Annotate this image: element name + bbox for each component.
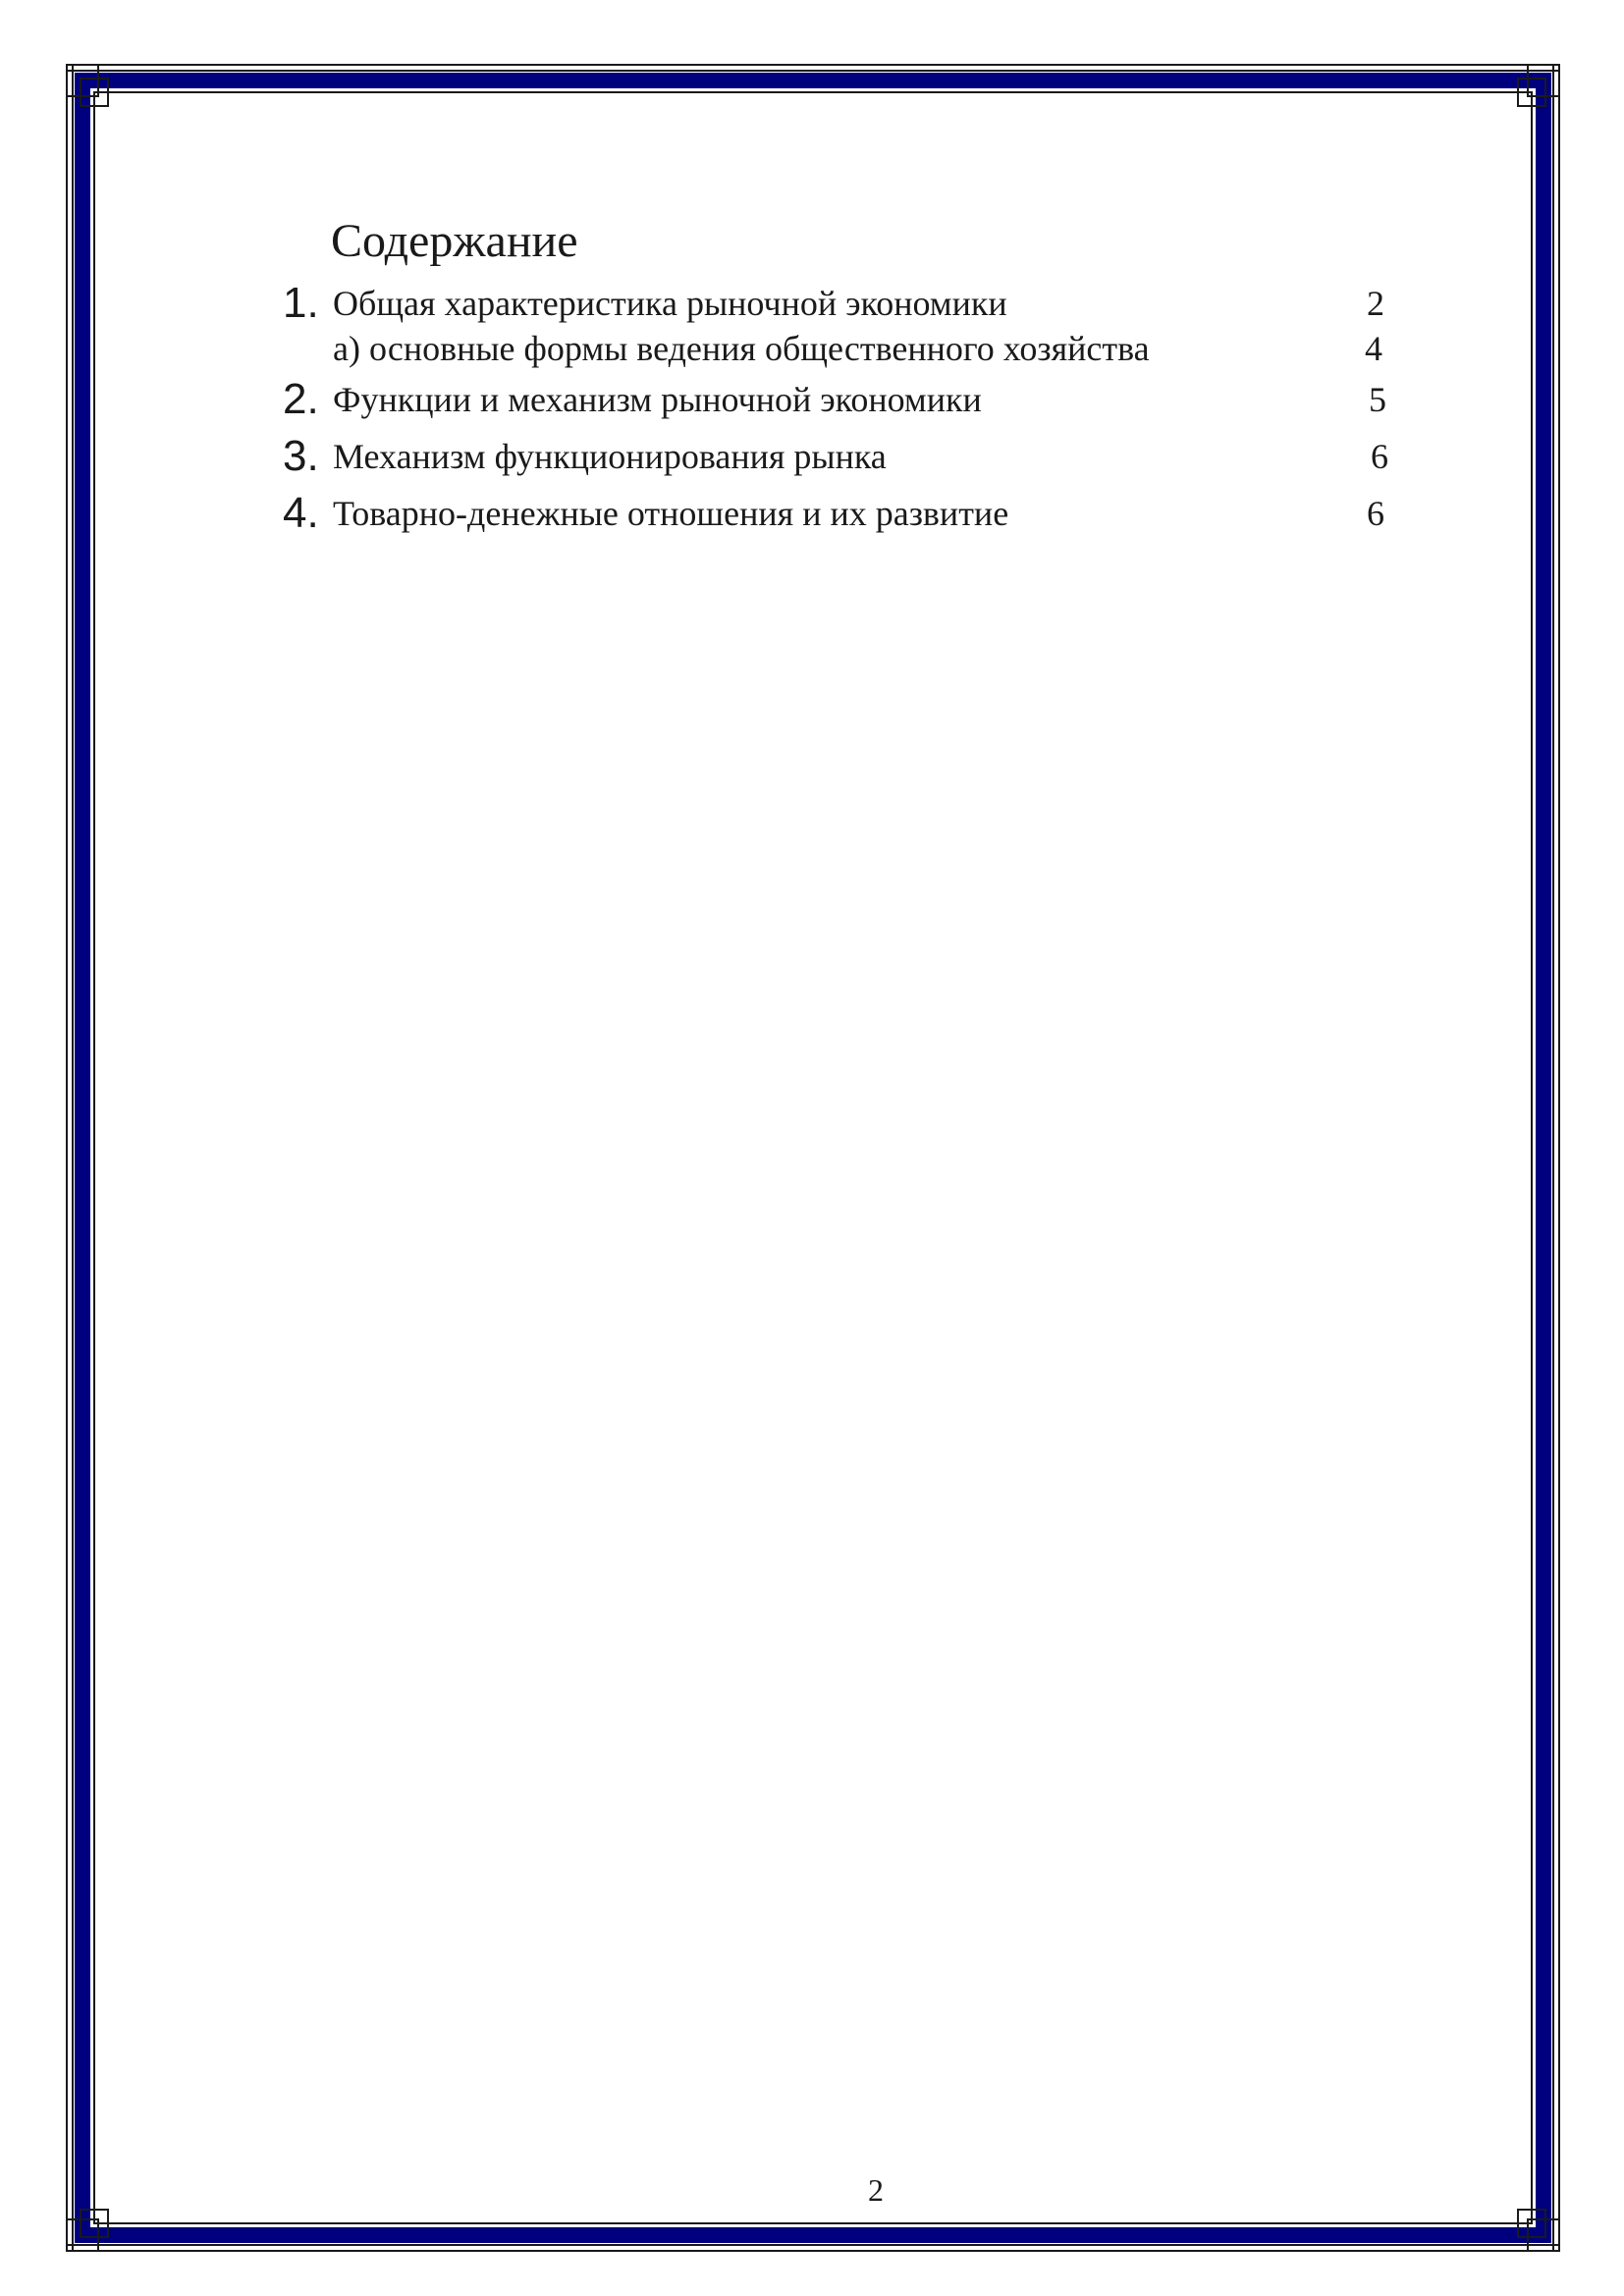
toc-entry-text: а) основные формы ведения общественного хозяйства <box>333 329 1150 368</box>
page-number: 2 <box>868 2172 884 2208</box>
toc-entry-page: 4 <box>1365 329 1382 368</box>
toc-entry-page: 2 <box>1367 284 1384 323</box>
toc-entry-number: 2. <box>283 375 319 423</box>
toc-title: Содержание <box>331 215 578 267</box>
toc-entry-number: 3. <box>283 432 319 480</box>
toc-entry-4[interactable] <box>0 489 1624 538</box>
toc-entry-text: Механизм функционирования рынка <box>333 437 887 476</box>
toc-entry-number: 1. <box>283 279 319 327</box>
toc-entry-3[interactable] <box>0 432 1624 481</box>
toc-entry-page: 6 <box>1371 437 1388 476</box>
toc-entry-page: 6 <box>1367 494 1384 533</box>
toc-entry-text: Общая характеристика рыночной экономики <box>333 284 1007 323</box>
toc-entry-text: Товарно-денежные отношения и их развитие <box>333 494 1009 533</box>
toc-entry-text: Функции и механизм рыночной экономики <box>333 380 982 419</box>
toc-entry-number: 4. <box>283 489 319 537</box>
toc-entry-2[interactable] <box>0 375 1624 424</box>
toc-entry-1[interactable] <box>0 279 1624 328</box>
toc-entry-page: 5 <box>1369 380 1386 419</box>
toc-entry-1a[interactable] <box>0 324 1624 373</box>
